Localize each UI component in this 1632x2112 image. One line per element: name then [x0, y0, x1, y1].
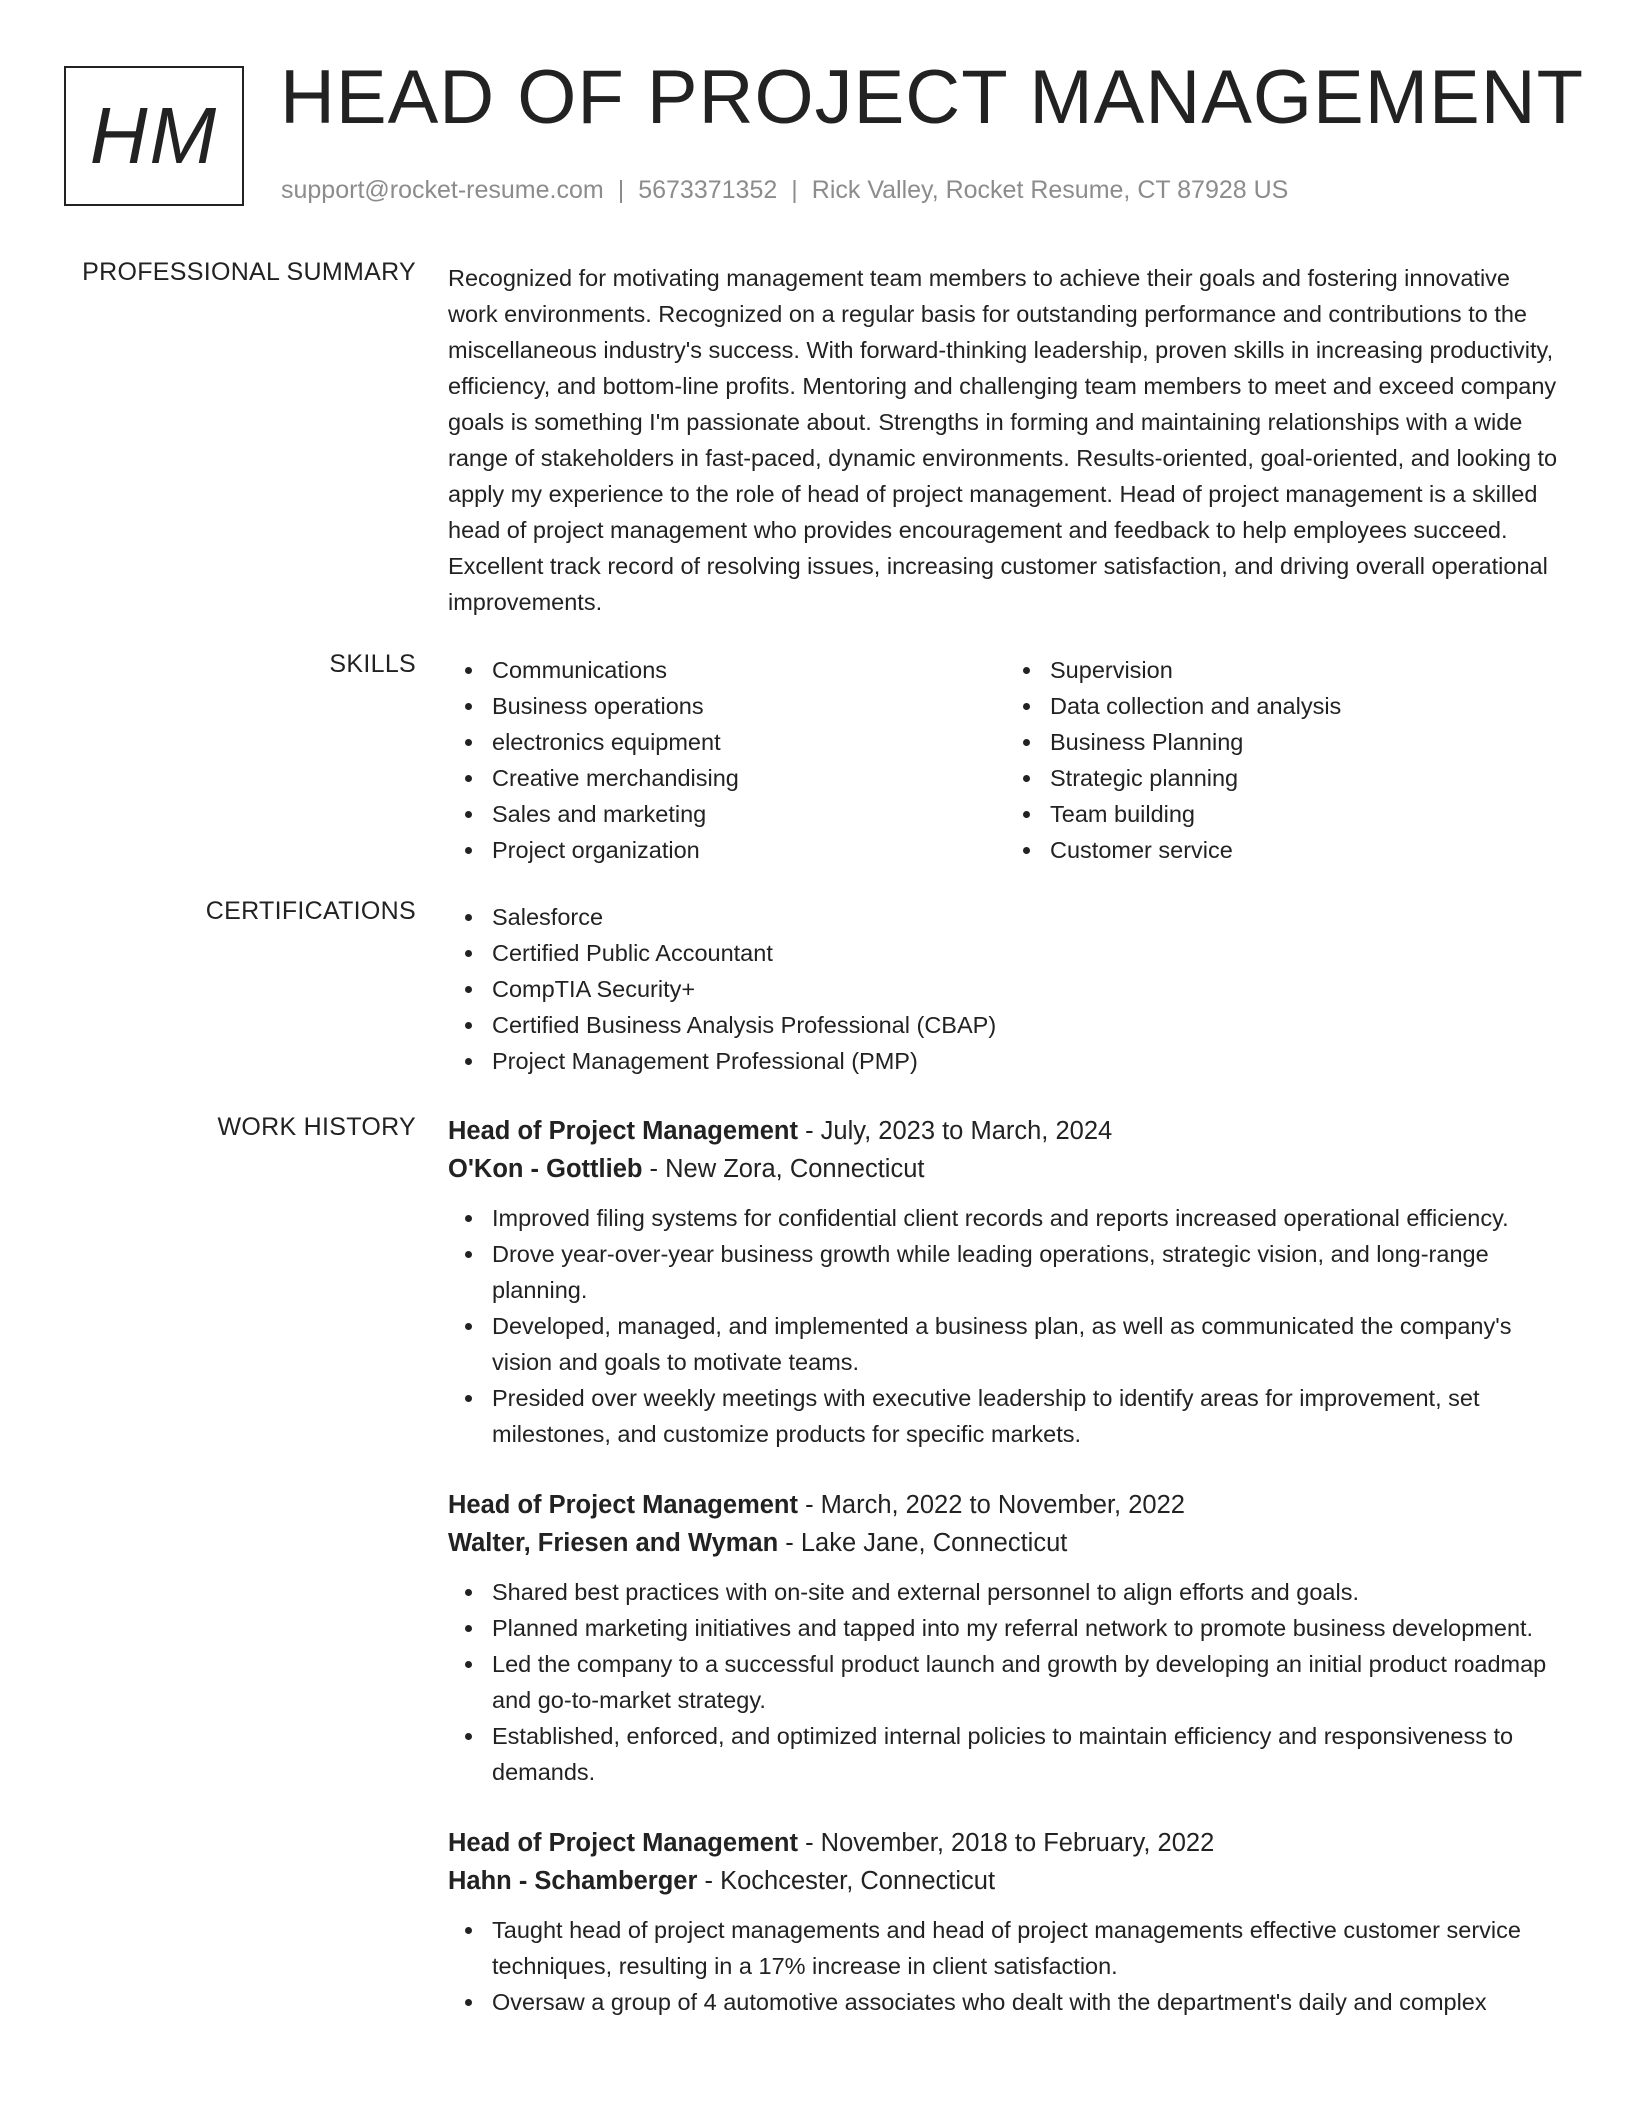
job-dates: - July, 2023 to March, 2024	[798, 1117, 1113, 1145]
certifications-body	[448, 899, 1564, 1079]
skills-body	[448, 652, 1564, 868]
job-dates: - November, 2018 to February, 2022	[798, 1829, 1215, 1857]
certification-item: Salesforce	[492, 899, 1564, 935]
skill-item: Sales and marketing	[492, 796, 1006, 832]
job-bullet: Taught head of project managements and head of project managements effective customer service techniques, resulting in a 17% increase in client satisfaction.	[492, 1912, 1564, 1984]
skills-list-left	[448, 652, 1006, 868]
work-history-label: WORK HISTORY	[217, 1113, 416, 1141]
job-bullet: Shared best practices with on-site and external personnel to align efforts and goals.	[492, 1574, 1564, 1610]
job-location: - Lake Jane, Connecticut	[778, 1529, 1068, 1557]
job-bullet: Established, enforced, and optimized internal policies to maintain efficiency and responsiveness to demands.	[492, 1718, 1564, 1790]
job-company-line	[448, 1862, 1564, 1900]
job-bullet: Oversaw a group of 4 automotive associates who dealt with the department's daily and complex	[492, 1984, 1564, 2020]
job-entry	[448, 1486, 1564, 1790]
skill-item: Team building	[1050, 796, 1564, 832]
skill-item: Communications	[492, 652, 1006, 688]
contact-email[interactable]: support@rocket-resume.com	[281, 176, 604, 204]
job-bullet: Developed, managed, and implemented a business plan, as well as communicated the company's vision and goals to motivate teams.	[492, 1308, 1564, 1380]
job-bullet: Planned marketing initiatives and tapped into my referral network to promote business development.	[492, 1610, 1564, 1646]
skill-item: Creative merchandising	[492, 760, 1006, 796]
contact-address: Rick Valley, Rocket Resume, CT 87928 US	[811, 176, 1289, 204]
skills-label: SKILLS	[329, 650, 416, 678]
certifications-label: CERTIFICATIONS	[205, 897, 416, 925]
contact-line	[281, 176, 1288, 205]
skill-item: Data collection and analysis	[1050, 688, 1564, 724]
certification-item: CompTIA Security+	[492, 971, 1564, 1007]
job-dates: - March, 2022 to November, 2022	[798, 1491, 1185, 1519]
job-location: - New Zora, Connecticut	[642, 1155, 925, 1183]
job-entry	[448, 1824, 1564, 2020]
job-bullet: Improved filing systems for confidential client records and reports increased operational efficiency.	[492, 1200, 1564, 1236]
certification-item: Certified Business Analysis Professional (CBAP)	[492, 1007, 1564, 1043]
job-bullets	[448, 1574, 1564, 1790]
job-company: Walter, Friesen and Wyman	[448, 1529, 779, 1557]
contact-phone[interactable]: 5673371352	[638, 176, 778, 204]
job-title-line	[448, 1486, 1564, 1524]
skill-item: Business operations	[492, 688, 1006, 724]
skill-item: Strategic planning	[1050, 760, 1564, 796]
certification-item: Certified Public Accountant	[492, 935, 1564, 971]
skills-list-right	[1006, 652, 1564, 868]
skill-item: Project organization	[492, 832, 1006, 868]
job-location: - Kochcester, Connecticut	[697, 1867, 996, 1895]
skill-item: Business Planning	[1050, 724, 1564, 760]
job-title: Head of Project Management	[448, 1491, 798, 1519]
job-title-line	[448, 1824, 1564, 1862]
job-entry	[448, 1112, 1564, 1452]
job-company-line	[448, 1150, 1564, 1188]
monogram-logo: HM	[64, 66, 244, 206]
skill-item: electronics equipment	[492, 724, 1006, 760]
job-bullets	[448, 1912, 1564, 2020]
job-bullet: Led the company to a successful product launch and growth by developing an initial product roadmap and go-to-market strategy.	[492, 1646, 1564, 1718]
summary-body	[448, 260, 1564, 620]
certifications-list	[448, 899, 1564, 1079]
job-title: Head of Project Management	[448, 1829, 798, 1857]
summary-text: Recognized for motivating management team members to achieve their goals and fostering innovative work environments. Recognized on a regular basis for outstanding performance and contributions to the miscellaneous industry's success. With forward-thinking leadership, proven skills in increasing productivity, efficiency, and bottom-line profits. Mentoring and challenging team members to meet and exceed company goals is something I'm passionate about. Strengths in forming and maintaining relationships with a wide range of stakeholders in fast-paced, dynamic environments. Results-oriented, goal-oriented, and looking to apply my experience to the role of head of project management. Head of project management is a skilled head of project management who provides encouragement and feedback to help employees succeed. Excellent track record of resolving issues, increasing customer satisfaction, and driving overall operational improvements.	[448, 265, 1558, 615]
page-title: HEAD OF PROJECT MANAGEMENT	[280, 55, 1585, 140]
summary-label: PROFESSIONAL SUMMARY	[82, 258, 416, 286]
job-company-line	[448, 1524, 1564, 1562]
job-company: O'Kon - Gottlieb	[448, 1155, 643, 1183]
work-history-body	[448, 1112, 1564, 2054]
job-title-line	[448, 1112, 1564, 1150]
contact-separator: |	[617, 176, 625, 204]
skill-item: Supervision	[1050, 652, 1564, 688]
job-bullet: Presided over weekly meetings with executive leadership to identify areas for improvement, set milestones, and customize products for specific markets.	[492, 1380, 1564, 1452]
job-bullets	[448, 1200, 1564, 1452]
certification-item: Project Management Professional (PMP)	[492, 1043, 1564, 1079]
job-company: Hahn - Schamberger	[448, 1867, 698, 1895]
job-title: Head of Project Management	[448, 1117, 798, 1145]
skill-item: Customer service	[1050, 832, 1564, 868]
job-bullet: Drove year-over-year business growth while leading operations, strategic vision, and long-range planning.	[492, 1236, 1564, 1308]
contact-separator: |	[791, 176, 798, 204]
